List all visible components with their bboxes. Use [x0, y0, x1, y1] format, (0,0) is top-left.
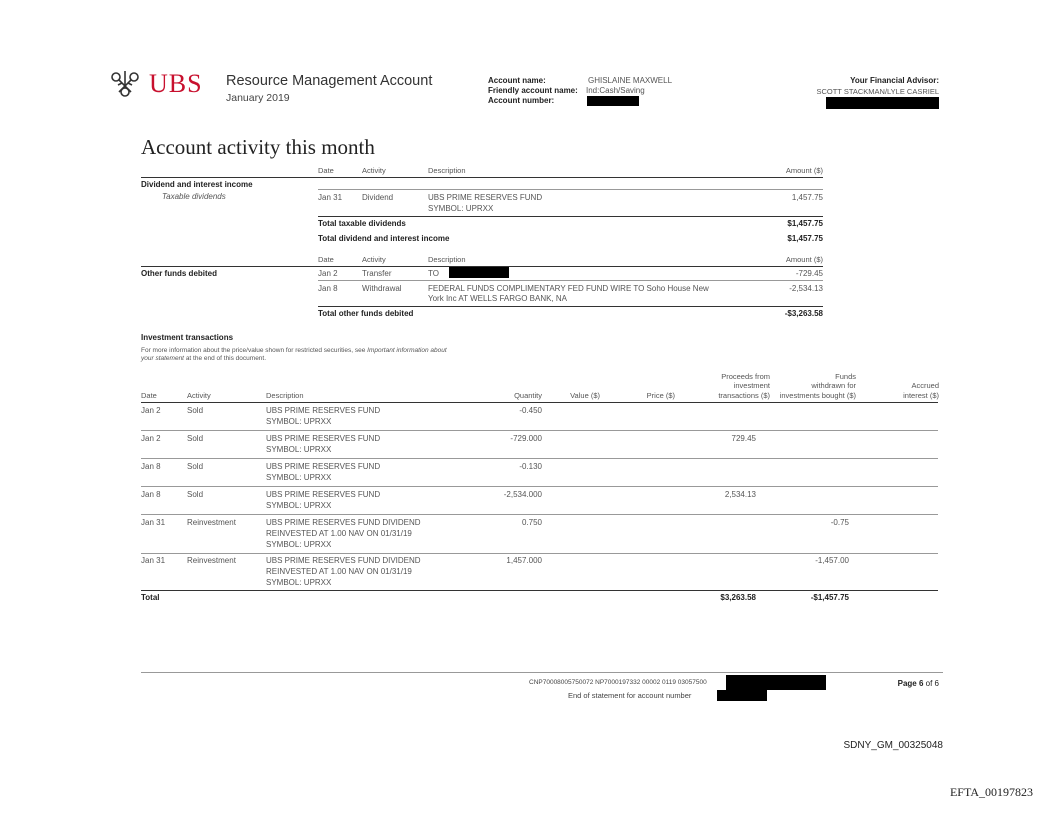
inv-col-value: Value ($) [570, 391, 600, 400]
divider [141, 177, 823, 178]
account-name-value: GHISLAINE MAXWELL [588, 76, 673, 85]
div-col-description: Description [428, 166, 466, 175]
inv-row-activity: Reinvestment [187, 518, 236, 527]
divider [318, 216, 823, 217]
div-col-date: Date [318, 166, 334, 175]
inv-row-symbol: SYMBOL: UPRXX [266, 445, 332, 454]
account-number-label: Account number: [488, 96, 555, 105]
inv-row-date: Jan 8 [141, 490, 161, 499]
inv-row-desc: UBS PRIME RESERVES FUND [266, 490, 381, 499]
inv-row-desc-cont: REINVESTED AT 1.00 NAV ON 01/31/19 [266, 567, 412, 576]
inv-row-proceeds: 729.45 [731, 434, 756, 443]
total-debits-label: Total other funds debited [318, 309, 414, 318]
inv-row-desc: UBS PRIME RESERVES FUND DIVIDEND [266, 518, 421, 527]
investments-title: Investment transactions [141, 333, 234, 342]
advisor-label: Your Financial Advisor: [850, 76, 939, 85]
inv-row-desc-cont: REINVESTED AT 1.00 NAV ON 01/31/19 [266, 529, 412, 538]
footer-end-statement: End of statement for account number [568, 691, 692, 700]
inv-total-proceeds: $3,263.58 [720, 593, 756, 602]
inv-row-desc: UBS PRIME RESERVES FUND [266, 434, 381, 443]
debit-description: FEDERAL FUNDS COMPLIMENTARY FED FUND WIRE TO Soho House New [428, 284, 709, 293]
inv-row-quantity: 0.750 [521, 518, 542, 527]
debit-description: TO [428, 269, 439, 278]
redaction-footer-code [726, 675, 826, 690]
divider [141, 402, 938, 403]
inv-row-activity: Sold [187, 462, 204, 471]
note-link-text: Important information about [367, 347, 447, 354]
inv-col-proceeds-1: Proceeds from [721, 372, 770, 381]
advisor-name: SCOTT STACKMAN/LYLE CASRIEL [816, 87, 939, 96]
inv-row-proceeds: 2,534.13 [724, 490, 756, 499]
dividend-group-label: Dividend and interest income [141, 180, 253, 189]
taxable-dividends-label: Taxable dividends [162, 192, 226, 201]
account-title: Resource Management Account [226, 73, 433, 89]
debit-amount: -729.45 [795, 269, 823, 278]
debit-activity: Transfer [362, 269, 392, 278]
debit-date: Jan 2 [318, 269, 338, 278]
divider [141, 458, 938, 459]
investments-note-line-1 [141, 347, 447, 354]
inv-row-activity: Sold [187, 406, 204, 415]
inv-row-date: Jan 2 [141, 434, 161, 443]
inv-col-proceeds-3: transactions ($) [718, 391, 770, 400]
inv-col-proceeds-2: investment [733, 381, 770, 390]
deb-col-description: Description [428, 255, 466, 264]
total-income-label: Total dividend and interest income [318, 234, 450, 243]
total-debits-value: -$3,263.58 [784, 309, 823, 318]
inv-row-symbol: SYMBOL: UPRXX [266, 540, 332, 549]
inv-row-date: Jan 31 [141, 518, 166, 527]
divider [141, 430, 938, 431]
deb-col-amount: Amount ($) [785, 255, 823, 264]
debit-date: Jan 8 [318, 284, 338, 293]
divider [141, 514, 938, 515]
inv-total-label: Total [141, 593, 160, 602]
inv-row-quantity: -729.000 [510, 434, 542, 443]
total-taxable-value: $1,457.75 [787, 219, 823, 228]
inv-row-quantity: 1,457.000 [506, 556, 542, 565]
inv-total-funds: -$1,457.75 [810, 593, 849, 602]
page-number: 6 [918, 679, 924, 688]
page-of: of 6 [925, 679, 939, 688]
divider [141, 590, 938, 591]
total-income-value: $1,457.75 [787, 234, 823, 243]
dividend-date: Jan 31 [318, 193, 343, 202]
inv-row-desc: UBS PRIME RESERVES FUND [266, 462, 381, 471]
inv-col-description: Description [266, 391, 304, 400]
friendly-name-value: Ind:Cash/Saving [586, 86, 645, 95]
inv-col-activity: Activity [187, 391, 211, 400]
inv-row-activity: Sold [187, 490, 204, 499]
inv-row-quantity: -0.450 [519, 406, 542, 415]
dividend-amount: 1,457.75 [791, 193, 823, 202]
inv-row-desc: UBS PRIME RESERVES FUND DIVIDEND [266, 556, 421, 565]
statement-period: January 2019 [226, 92, 290, 104]
friendly-name-label: Friendly account name: [488, 86, 578, 95]
inv-row-funds: -1,457.00 [815, 556, 849, 565]
redaction-footer-account [717, 690, 767, 701]
note-text: at the end of this document. [185, 355, 267, 362]
inv-col-funds-2: withdrawn for [811, 381, 856, 390]
inv-row-date: Jan 8 [141, 462, 161, 471]
note-text: For more information about the price/value shown for restricted securities, see [141, 347, 366, 354]
redaction-advisor [826, 97, 939, 109]
inv-col-accrued-1: Accrued [911, 381, 939, 390]
divider [318, 306, 823, 307]
inv-col-price: Price ($) [646, 391, 675, 400]
deb-col-date: Date [318, 255, 334, 264]
investments-note-line-2 [141, 355, 266, 362]
inv-col-funds-1: Funds [835, 372, 856, 381]
div-col-activity: Activity [362, 166, 386, 175]
page-indicator [898, 679, 939, 688]
inv-row-symbol: SYMBOL: UPRXX [266, 473, 332, 482]
inv-row-activity: Sold [187, 434, 204, 443]
note-link-text: your statement [141, 355, 184, 362]
redaction-transfer-recipient [449, 267, 509, 278]
inv-row-symbol: SYMBOL: UPRXX [266, 417, 332, 426]
divider [318, 189, 823, 190]
logo-wordmark: UBS [149, 69, 203, 98]
page-label: Page [897, 679, 917, 688]
deb-col-activity: Activity [362, 255, 386, 264]
inv-row-funds: -0.75 [830, 518, 849, 527]
div-col-amount: Amount ($) [785, 166, 823, 175]
inv-row-date: Jan 31 [141, 556, 166, 565]
inv-row-desc: UBS PRIME RESERVES FUND [266, 406, 381, 415]
ubs-logo [107, 68, 203, 100]
inv-col-funds-3: investments bought ($) [779, 391, 856, 400]
redaction-account-number [587, 96, 639, 106]
inv-row-symbol: SYMBOL: UPRXX [266, 578, 332, 587]
other-funds-label: Other funds debited [141, 269, 217, 278]
account-name-label: Account name: [488, 76, 546, 85]
inv-row-activity: Reinvestment [187, 556, 236, 565]
bates-number: SDNY_GM_00325048 [843, 740, 943, 751]
footer-divider [141, 672, 943, 673]
dividend-description: UBS PRIME RESERVES FUND [428, 193, 543, 202]
efta-number: EFTA_00197823 [949, 785, 1033, 799]
footer-code: CNP70008005750072 NP7000197332 00002 0119 03057500 [529, 679, 707, 686]
inv-col-accrued-2: interest ($) [903, 391, 939, 400]
dividend-activity: Dividend [362, 193, 394, 202]
page-title: Account activity this month [141, 135, 375, 159]
debit-activity: Withdrawal [362, 284, 402, 293]
inv-col-quantity: Quantity [514, 391, 542, 400]
debit-description-cont: York Inc AT WELLS FARGO BANK, NA [428, 294, 568, 303]
inv-row-symbol: SYMBOL: UPRXX [266, 501, 332, 510]
total-taxable-label: Total taxable dividends [318, 219, 406, 228]
inv-col-date: Date [141, 391, 157, 400]
divider [318, 280, 823, 281]
dividend-symbol: SYMBOL: UPRXX [428, 204, 494, 213]
inv-row-quantity: -2,534.000 [503, 490, 542, 499]
inv-row-date: Jan 2 [141, 406, 161, 415]
debit-amount: -2,534.13 [789, 284, 823, 293]
inv-row-quantity: -0.130 [519, 462, 542, 471]
divider [141, 486, 938, 487]
divider [141, 553, 938, 554]
ubs-keys-icon [107, 68, 143, 100]
